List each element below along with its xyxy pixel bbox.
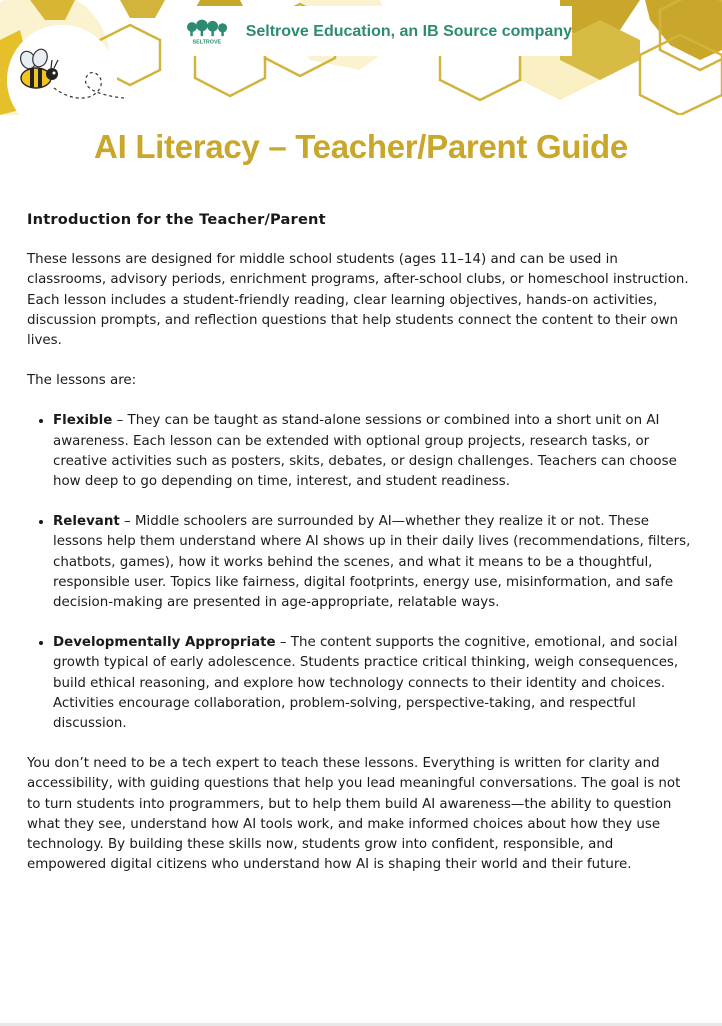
brand-banner <box>182 8 572 56</box>
logo-text: SELTROVE <box>192 39 222 46</box>
list-item-relevant <box>53 512 695 613</box>
bullet-term: Developmentally Appropriate <box>53 635 276 651</box>
closing-paragraph: You don’t need to be a tech expert to teach these lessons. Everything is written for clarity and accessibility, with guiding questions that help you lead meaningful conversations. The goal is not to turn students into programmers, but to help them build AI awareness—the ability to question what they see, understand how AI tools work, and make informed choices about how they use technology. By building these skills now, students grow into confident, responsible, and empowered digital citizens who understand how AI is shaping their world and their future. <box>27 756 681 873</box>
lessons-bullet-list <box>27 411 695 734</box>
intro-paragraph: These lessons are designed for middle school students (ages 11–14) and can be used in classrooms, advisory periods, enrichment programs, after-school clubs, or homeschool instruction. Each lesson includes a student-friendly reading, clear learning objectives, hands-on activities, discussion prompts, and reflection questions that help students connect the content to their own lives. <box>27 252 689 349</box>
list-item-flexible <box>53 411 695 492</box>
seltrove-logo-icon <box>182 13 232 51</box>
bullet-term: Flexible <box>53 413 113 429</box>
section-heading: Introduction for the Teacher/Parent <box>27 211 326 228</box>
bullet-text: – Middle schoolers are surrounded by AI—whether they realize it or not. These lessons help them understand where AI shows up in their daily lives (recommendations, filters, chatbots, games), how it works behind the scenes, and what it means to be a thoughtful, responsible user. Topics like fairness, digital footprints, energy use, misinformation, and safe decision-making are presented in age-appropriate, relatable ways. <box>53 514 691 611</box>
bullet-term: Relevant <box>53 514 120 530</box>
bee-icon <box>14 48 134 104</box>
lessons-lead-in: The lessons are: <box>27 373 137 389</box>
bullet-text: – The content supports the cognitive, emotional, and social growth typical of early adolescence. Students practice critical thinking, weigh consequences, build ethical reasoning, and explore how technology connects to their identity and choices. Activities encourage collaboration, problem-solving, perspective-taking, and respectful discussion. <box>53 635 679 732</box>
document-body <box>27 210 695 895</box>
list-item-developmentally-appropriate <box>53 633 695 734</box>
brand-name: Seltrove Education, an IB Source company <box>245 23 572 40</box>
bullet-text: – They can be taught as stand-alone sessions or combined into a short unit on AI awareness. Each lesson can be extended with optional group projects, research tasks, or creative activities such as posters, skits, debates, or design challenges. Teachers can choose how deep to go depending on time, interest, and student readiness. <box>53 413 677 490</box>
page-title: AI Literacy – Teacher/Parent Guide <box>94 128 628 165</box>
